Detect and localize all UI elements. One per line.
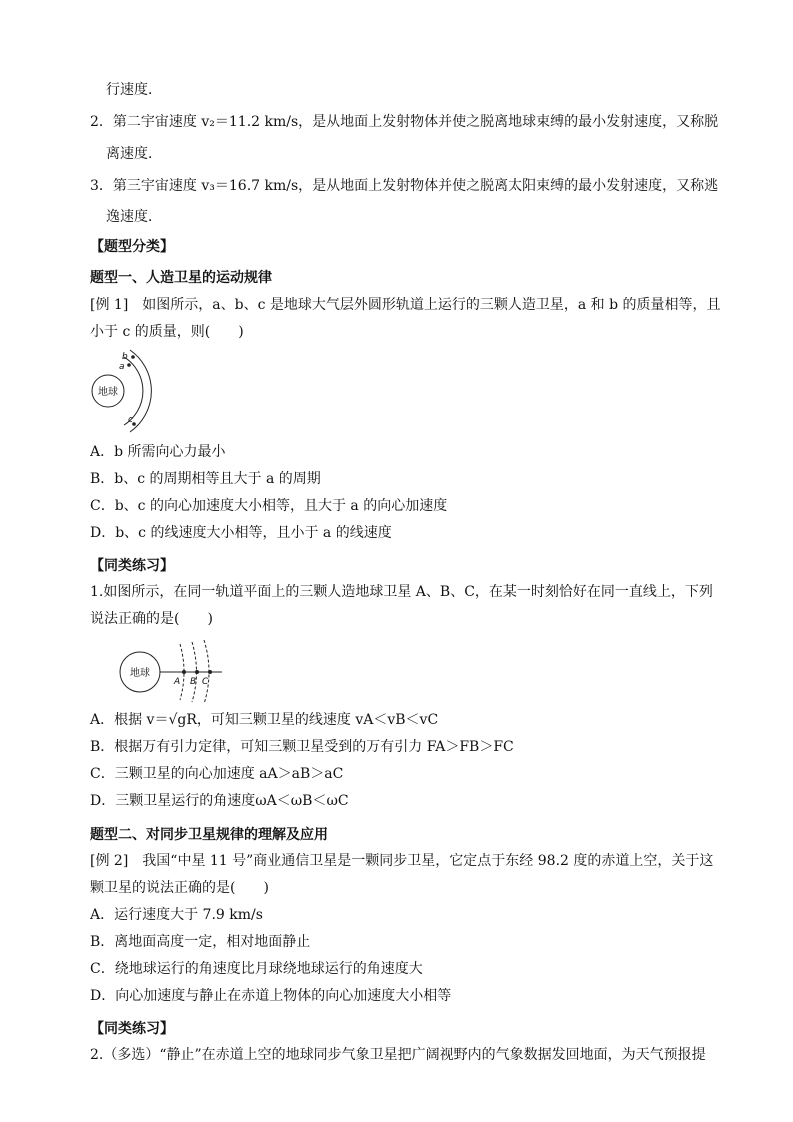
practice-header-2: 【同类练习】 <box>90 1021 174 1037</box>
figure1-label-c: c <box>128 415 133 425</box>
question1-option-a: A．根据 v＝√gR，可知三颗卫星的线速度 vA＜vB＜vC <box>90 712 439 728</box>
intro-line-5: 逸速度． <box>106 209 162 225</box>
practice-header-1: 【同类练习】 <box>90 558 174 574</box>
intro-line-4: 3．第三宇宙速度 v₃＝16.7 km/s，是从地面上发射物体并使之脱离太阳束缚的最小发射速度，又称逃 <box>90 178 719 194</box>
intro-line-2: 2．第二宇宙速度 v₂＝11.2 km/s，是从地面上发射物体并使之脱离地球束缚的最小发射速度，又称脱 <box>90 114 719 130</box>
question1-option-c: C．三颗卫星的向心加速度 aA＞aB＞aC <box>90 766 344 782</box>
figure1-outer-orbit <box>130 350 151 432</box>
figure1-satellite-a <box>127 363 131 367</box>
section-header-question-types: 【题型分类】 <box>90 239 174 255</box>
example1-option-c: C．b、c 的向心加速度大小相等，且大于 a 的向心加速度 <box>90 498 448 514</box>
example1-option-b: B．b、c 的周期相等且大于 a 的周期 <box>90 471 321 487</box>
example2-option-c: C．绕地球运行的角速度比月球绕地球运行的角速度大 <box>90 961 423 977</box>
example2-option-d: D．向心加速度与静止在赤道上物体的向心加速度大小相等 <box>90 988 452 1004</box>
question1-line-2: 说法正确的是( ) <box>90 611 213 627</box>
intro-line-3: 离速度． <box>106 146 162 162</box>
question1-line-1: 1.如图所示，在同一轨道平面上的三颗人造地球卫星 A、B、C，在某一时刻恰好在同一直线上，下列 <box>90 584 713 600</box>
example2-line-1: [例 2] 我国“中星 11 号”商业通信卫星是一颗同步卫星，它定点于东经 98.2 度的赤道上空，关于这 <box>90 853 714 869</box>
figure2-collinear-satellites <box>116 640 226 704</box>
figure2-label-b: B <box>190 677 197 687</box>
figure2-satellite-c <box>208 670 212 674</box>
question1-option-d: D．三颗卫星运行的角速度ωA＜ωB＜ωC <box>90 793 349 809</box>
figure1-satellite-b <box>131 355 135 359</box>
example2-option-b: B．离地面高度一定，相对地面静止 <box>90 934 311 950</box>
figure1-orbit-diagram <box>88 345 168 433</box>
figure1-label-b: b <box>122 352 128 362</box>
figure2-label-c: C <box>202 677 209 687</box>
example1-option-d: D．b、c 的线速度大小相等，且小于 a 的线速度 <box>90 525 392 541</box>
example2-option-a: A．运行速度大于 7.9 km/s <box>90 907 263 923</box>
example1-line-1: [例 1] 如图所示，a、b、c 是地球大气层外圆形轨道上运行的三颗人造卫星，a 和 b 的质量相等，且 <box>90 297 721 313</box>
figure1-earth-label: 地球 <box>98 387 118 398</box>
example1-line-2: 小于 c 的质量，则( ) <box>90 324 244 340</box>
topic1-title: 题型一、人造卫星的运动规律 <box>90 270 272 286</box>
figure2-satellite-b <box>195 670 199 674</box>
intro-line-1: 行速度． <box>106 82 162 98</box>
figure1-label-a: a <box>119 362 125 372</box>
figure2-earth-label: 地球 <box>130 668 150 679</box>
figure2-satellite-a <box>182 670 186 674</box>
question2-line-1: 2.（多选）“静止”在赤道上空的地球同步气象卫星把广阔视野内的气象数据发回地面，为天气预报提 <box>90 1047 706 1063</box>
example1-option-a: A．b 所需向心力最小 <box>90 444 226 460</box>
figure1-inner-orbit <box>124 357 143 425</box>
question1-option-b: B．根据万有引力定律，可知三颗卫星受到的万有引力 FA＞FB＞FC <box>90 739 514 755</box>
example2-line-2: 颗卫星的说法正确的是( ) <box>90 880 269 896</box>
figure2-label-a: A <box>174 677 181 687</box>
topic2-title: 题型二、对同步卫星规律的理解及应用 <box>90 827 328 843</box>
